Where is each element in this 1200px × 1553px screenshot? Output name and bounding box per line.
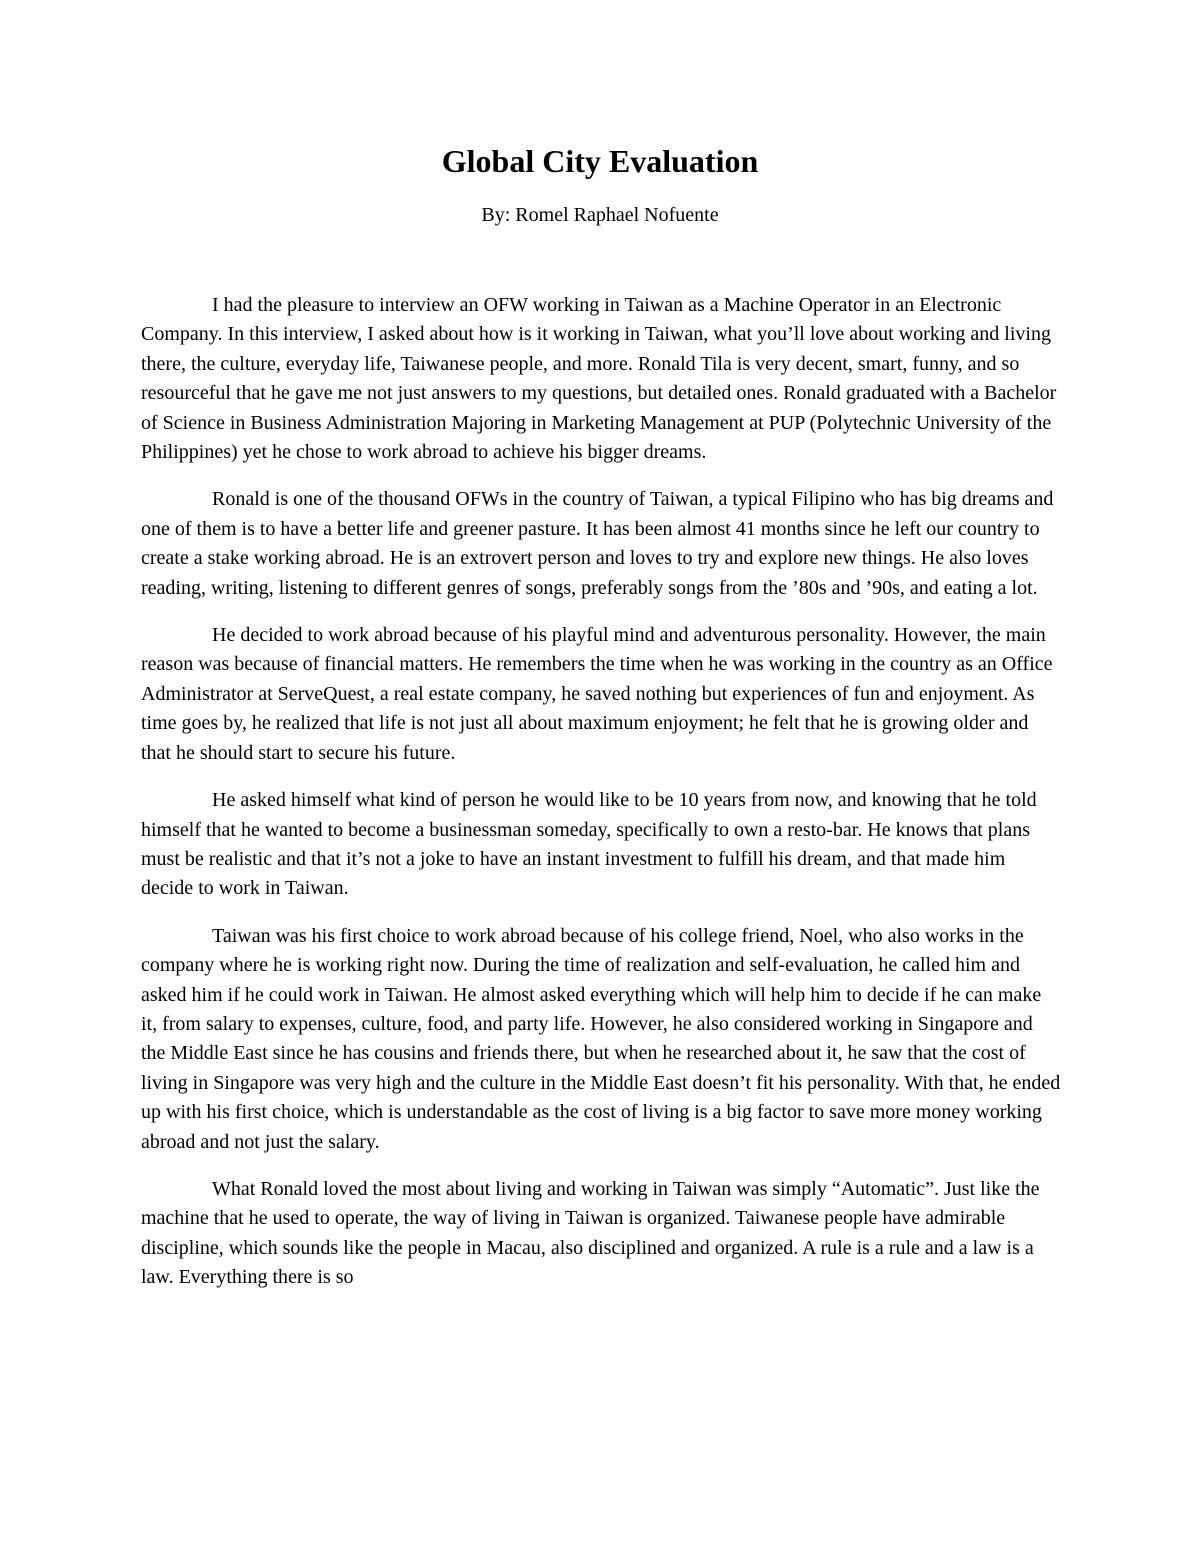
paragraph-6: What Ronald loved the most about living and working in Taiwan was simply “Automatic”. Just like the machine that he used to operate, the way of living in Taiwan is organized. Taiwanese people have admirable discipline, which sounds like the people in Macau, also disciplined and organized. A rule is a rule and a law is a law. Everything there is so xyxy=(141,1177,1040,1289)
paragraph-1: I had the pleasure to interview an OFW working in Taiwan as a Machine Operator in an Electronic Company. In this interview, I asked about how is it working in Taiwan, what you’ll love about working and living there, the culture, everyday life, Taiwanese people, and more. Ronald Tila is very decent, smart, funny, and so resourceful that he gave me not just answers to my questions, but detailed ones. Ronald graduated with a Bachelor of Science in Business Administration Majoring in Marketing Management at PUP (Polytechnic University of the Philippines) yet he chose to work abroad to achieve his bigger dreams. xyxy=(141,294,1057,464)
paragraph-3: He decided to work abroad because of his playful mind and adventurous personality. However, the main reason was because of financial matters. He remembers the time when he was working in the country as an Office Administrator at ServeQuest, a real estate company, he saved nothing but experiences of fun and enjoyment. As time goes by, he realized that life is not just all about maximum enjoyment; he felt that he is growing older and that he should start to secure his future. xyxy=(141,624,1053,764)
document-byline: By: Romel Raphael Nofuente xyxy=(481,204,719,226)
paragraph-5: Taiwan was his first choice to work abroad because of his college friend, Noel, who also works in the company where he is working right now. During the time of realization and self-evaluation, he called him and asked him if he could work in Taiwan. He almost asked everything which will help him to decide if he can make it, from salary to expenses, culture, food, and party life. However, he also considered working in Singapore and the Middle East since he has cousins and friends there, but when he researched about it, he saw that the cost of living in Singapore was very high and the culture in the Middle East doesn’t fit his personality. With that, he ended up with his first choice, which is understandable as the cost of living is a big factor to save more money working abroad and not just the salary. xyxy=(141,924,1061,1153)
document-title: Global City Evaluation xyxy=(441,143,759,179)
paragraph-2: Ronald is one of the thousand OFWs in the country of Taiwan, a typical Filipino who has big dreams and one of them is to have a better life and greener pasture. It has been almost 41 months since he left our country to create a stake working abroad. He is an extrovert person and loves to try and explore new things. He also loves reading, writing, listening to different genres of songs, preferably songs from the ’80s and ’90s, and eating a lot. xyxy=(141,488,1054,599)
paragraph-4: He asked himself what kind of person he would like to be 10 years from now, and knowing that he told himself that he wanted to become a businessman someday, specifically to own a resto-bar. He knows that plans must be realistic and that it’s not a joke to have an instant investment to fulfill his dream, and that made him decide to work in Taiwan. xyxy=(141,789,1037,900)
document-body xyxy=(141,291,1061,1311)
